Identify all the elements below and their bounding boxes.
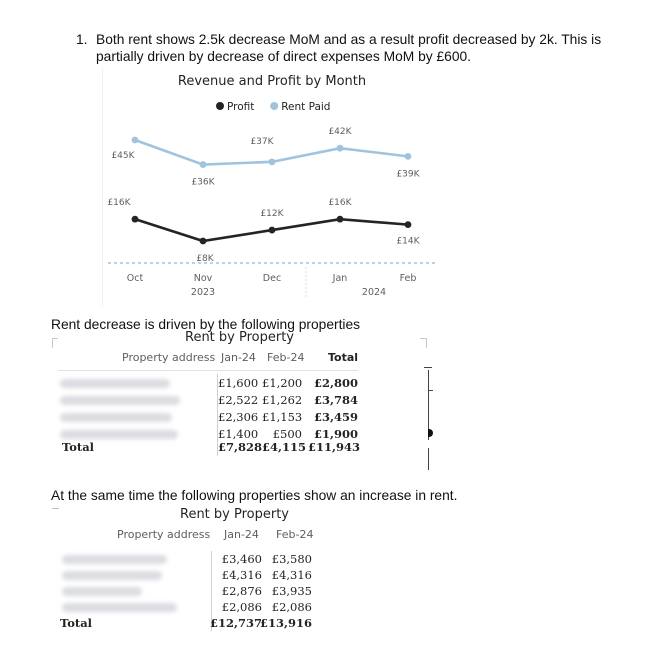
- table-cell: £4,316: [221, 568, 262, 582]
- revenue-profit-chart[interactable]: [102, 67, 442, 307]
- header-feb-24[interactable]: Feb-24: [267, 351, 305, 364]
- table-title: Rent by Property: [180, 507, 290, 522]
- legend-label: Profit: [227, 101, 255, 113]
- table-cell: £1,900: [313, 427, 358, 441]
- x-tick-label: Dec: [262, 273, 282, 284]
- chart-plot: [107, 127, 436, 299]
- total-cell: £7,828: [218, 440, 263, 454]
- list-number: 1.: [76, 32, 88, 47]
- side-panel-fragment: [424, 367, 432, 368]
- data-label: £8K: [196, 254, 214, 264]
- table-cell: £1,153: [262, 410, 303, 424]
- section-text-decrease: Rent decrease is driven by the following properties: [51, 317, 361, 332]
- data-point: [337, 216, 344, 223]
- legend-label: Rent Paid: [281, 101, 331, 113]
- data-point: [405, 153, 412, 160]
- table-cell: £3,580: [271, 552, 312, 566]
- table-corner-right-top: [420, 338, 426, 339]
- side-panel-fragment: [428, 390, 433, 391]
- data-label: £14K: [396, 236, 420, 247]
- data-label: £36K: [191, 177, 215, 188]
- table-cell: £3,784: [313, 393, 358, 407]
- header-property-address[interactable]: Property address: [122, 351, 216, 364]
- redacted-address: [62, 571, 162, 580]
- redacted-address: [62, 587, 142, 596]
- table-cell: £2,800: [313, 376, 358, 390]
- table-cell: £1,262: [262, 393, 303, 407]
- header-total[interactable]: Total: [328, 351, 359, 364]
- table-title: Rent by Property: [185, 330, 295, 345]
- x-tick-label: Nov: [193, 273, 213, 284]
- data-label: £37K: [250, 136, 274, 147]
- data-point: [132, 216, 139, 223]
- redacted-address: [60, 430, 178, 439]
- header-jan-24[interactable]: Jan-24: [224, 528, 259, 541]
- table-cell: £2,306: [218, 410, 259, 424]
- redacted-address: [62, 555, 167, 564]
- header-divider: [58, 370, 358, 371]
- table-cell: £500: [272, 427, 302, 441]
- table-cell: £2,876: [221, 584, 262, 598]
- table-corner-left-top: [52, 338, 58, 339]
- legend-marker: [270, 102, 278, 110]
- paragraph-text: Both rent shows 2.5k decrease MoM and as a result profit decreased by 2k. This is partially driven by decrease of direct expenses MoM by £600.: [96, 32, 602, 64]
- table-cell: £4,316: [271, 568, 312, 582]
- table-cell: £3,459: [313, 410, 358, 424]
- header-property-address[interactable]: Property address: [117, 528, 211, 541]
- data-label: £42K: [328, 127, 352, 138]
- x-tick-label: Jan: [332, 273, 348, 284]
- total-label: Total: [62, 440, 95, 454]
- table-cell: £3,460: [221, 552, 262, 566]
- total-cell: £11,943: [308, 440, 361, 454]
- data-point: [200, 238, 207, 245]
- header-jan-24[interactable]: Jan-24: [221, 351, 256, 364]
- year-label: 2023: [190, 287, 216, 298]
- table-cell: £1,600: [218, 376, 259, 390]
- data-point: [405, 221, 412, 228]
- chart-title: Revenue and Profit by Month: [177, 74, 367, 89]
- redacted-address: [60, 379, 170, 388]
- redacted-address: [60, 413, 172, 422]
- table-cell: £2,086: [271, 600, 312, 614]
- legend-marker: [216, 102, 224, 110]
- total-label: Total: [60, 616, 93, 630]
- table-cell: £3,935: [271, 584, 312, 598]
- redacted-address: [62, 603, 177, 612]
- side-panel-handle[interactable]: [428, 429, 433, 437]
- table-cell: £2,522: [218, 393, 259, 407]
- year-label: 2024: [361, 287, 387, 298]
- data-label: £45K: [111, 151, 135, 161]
- data-label: £39K: [396, 169, 420, 180]
- table-cell: £1,200: [262, 376, 303, 390]
- table-cell: £2,086: [221, 600, 262, 614]
- chart-legend[interactable]: [216, 101, 330, 113]
- chart-canvas: [102, 67, 442, 307]
- table-corner-right: [426, 338, 427, 348]
- redacted-address: [60, 396, 180, 405]
- x-tick-label: Feb: [399, 273, 417, 284]
- rent-by-property-table-decrease[interactable]: [52, 330, 432, 480]
- data-point: [269, 158, 276, 165]
- rent-by-property-table-increase[interactable]: [52, 505, 382, 635]
- x-tick-label: Oct: [126, 273, 144, 284]
- data-label: £16K: [328, 198, 352, 209]
- side-panel-fragment: [428, 448, 429, 470]
- total-cell: £12,737: [209, 616, 262, 630]
- total-cell: £13,916: [259, 616, 312, 630]
- data-point: [337, 145, 344, 152]
- data-label: £12K: [260, 209, 284, 220]
- data-point: [132, 137, 139, 144]
- data-point: [200, 161, 207, 168]
- total-cell: £4,115: [262, 440, 307, 454]
- data-point: [269, 227, 276, 234]
- table-cell: £1,400: [218, 427, 259, 441]
- data-label: £16K: [107, 198, 131, 209]
- header-feb-24[interactable]: Feb-24: [276, 528, 314, 541]
- table-corner-left-top: [52, 508, 59, 509]
- table-corner-left: [52, 338, 53, 348]
- section-text-increase: At the same time the following properties show an increase in rent.: [51, 488, 458, 503]
